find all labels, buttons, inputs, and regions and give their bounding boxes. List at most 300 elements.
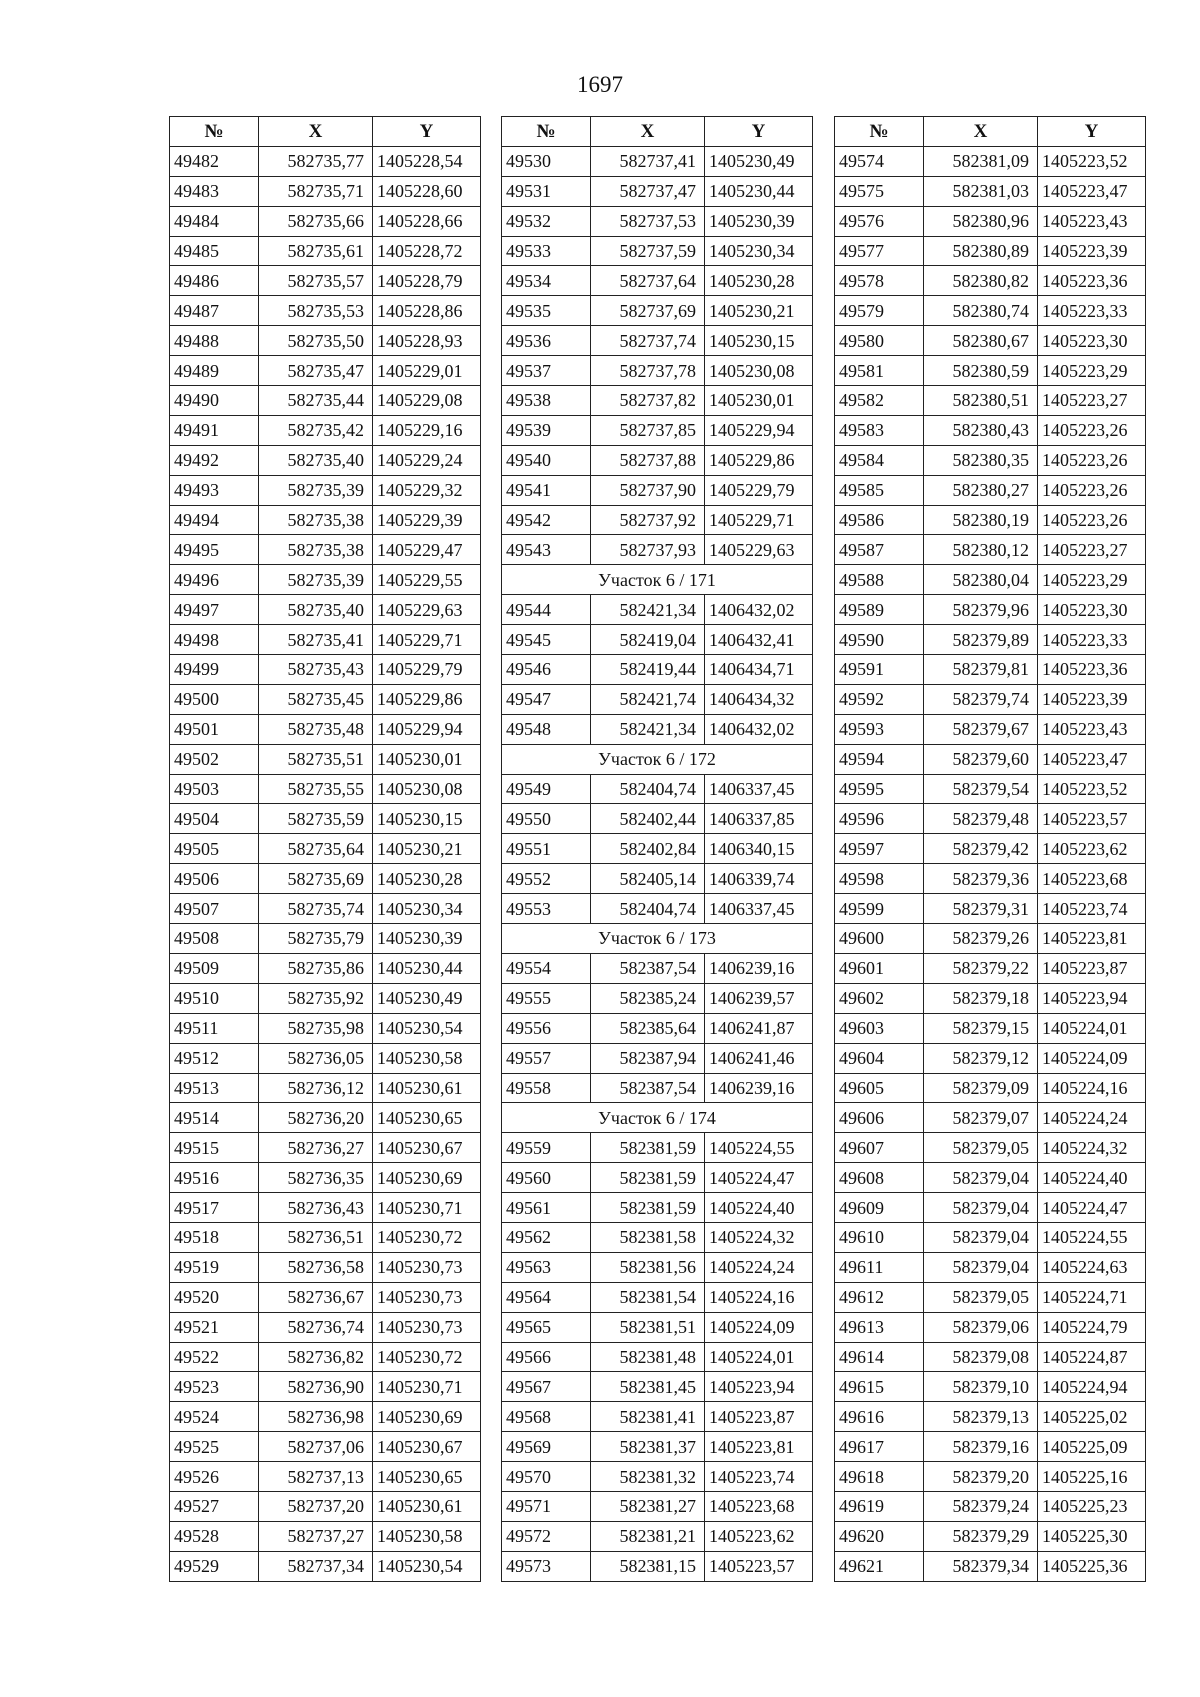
- y-coordinate: 1405229,47: [373, 535, 481, 565]
- section-row: [502, 565, 813, 595]
- y-coordinate: 1405230,61: [373, 1491, 481, 1521]
- table-row: [170, 1103, 481, 1133]
- page-number: 1697: [577, 72, 623, 97]
- y-coordinate: 1405230,08: [373, 774, 481, 804]
- y-coordinate: 1405230,34: [373, 894, 481, 924]
- y-coordinate: 1405230,34: [705, 236, 813, 266]
- y-coordinate: 1405230,58: [373, 1521, 481, 1551]
- y-coordinate: 1405223,39: [1038, 684, 1146, 714]
- table-row: [502, 1402, 813, 1432]
- x-coordinate: 582735,43: [259, 655, 373, 685]
- point-number: 49532: [502, 206, 591, 236]
- x-coordinate: 582380,82: [924, 266, 1038, 296]
- y-coordinate: 1405228,66: [373, 206, 481, 236]
- point-number: 49596: [835, 804, 924, 834]
- point-number: 49497: [170, 595, 259, 625]
- point-number: 49540: [502, 445, 591, 475]
- x-coordinate: 582381,48: [591, 1342, 705, 1372]
- x-coordinate: 582379,04: [924, 1222, 1038, 1252]
- table-row: [835, 176, 1146, 206]
- table-row: [170, 176, 481, 206]
- point-number: 49578: [835, 266, 924, 296]
- table-body: [502, 146, 813, 1581]
- x-coordinate: 582737,88: [591, 445, 705, 475]
- x-coordinate: 582385,24: [591, 983, 705, 1013]
- x-coordinate: 582737,06: [259, 1432, 373, 1462]
- y-coordinate: 1405230,21: [705, 296, 813, 326]
- x-coordinate: 582737,78: [591, 356, 705, 386]
- point-number: 49617: [835, 1432, 924, 1462]
- table-row: [835, 774, 1146, 804]
- point-number: 49511: [170, 1013, 259, 1043]
- x-coordinate: 582736,27: [259, 1133, 373, 1163]
- point-number: 49546: [502, 655, 591, 685]
- point-number: 49589: [835, 595, 924, 625]
- point-number: 49543: [502, 535, 591, 565]
- point-number: 49603: [835, 1013, 924, 1043]
- point-number: 49490: [170, 386, 259, 416]
- x-coordinate: 582380,35: [924, 445, 1038, 475]
- y-coordinate: 1405223,30: [1038, 326, 1146, 356]
- x-coordinate: 582735,40: [259, 445, 373, 475]
- y-coordinate: 1406241,46: [705, 1043, 813, 1073]
- table-row: [835, 1103, 1146, 1133]
- table-row: [835, 684, 1146, 714]
- table-row: [170, 894, 481, 924]
- y-coordinate: 1405230,61: [373, 1073, 481, 1103]
- x-coordinate: 582381,58: [591, 1222, 705, 1252]
- point-number: 49566: [502, 1342, 591, 1372]
- table-row: [170, 1551, 481, 1581]
- x-coordinate: 582737,82: [591, 386, 705, 416]
- y-coordinate: 1405224,24: [705, 1252, 813, 1282]
- y-coordinate: 1405230,39: [373, 924, 481, 954]
- y-coordinate: 1406239,16: [705, 953, 813, 983]
- point-number: 49572: [502, 1521, 591, 1551]
- table-row: [835, 475, 1146, 505]
- point-number: 49554: [502, 953, 591, 983]
- table-header-row: [835, 117, 1146, 147]
- point-number: 49493: [170, 475, 259, 505]
- table-row: [835, 1491, 1146, 1521]
- point-number: 49545: [502, 625, 591, 655]
- y-coordinate: 1405225,02: [1038, 1402, 1146, 1432]
- y-coordinate: 1405230,73: [373, 1252, 481, 1282]
- y-coordinate: 1405230,08: [705, 356, 813, 386]
- x-coordinate: 582737,92: [591, 505, 705, 535]
- x-coordinate: 582379,42: [924, 834, 1038, 864]
- point-number: 49523: [170, 1372, 259, 1402]
- table-row: [170, 864, 481, 894]
- x-coordinate: 582379,24: [924, 1491, 1038, 1521]
- point-number: 49587: [835, 535, 924, 565]
- table-row: [835, 1222, 1146, 1252]
- table-row: [170, 1462, 481, 1492]
- header-num: №: [502, 117, 591, 147]
- table-row: [170, 625, 481, 655]
- x-coordinate: 582736,51: [259, 1222, 373, 1252]
- table-row: [170, 1402, 481, 1432]
- table-row: [502, 774, 813, 804]
- table-row: [835, 236, 1146, 266]
- x-coordinate: 582381,21: [591, 1521, 705, 1551]
- y-coordinate: 1405230,44: [373, 953, 481, 983]
- y-coordinate: 1405229,86: [705, 445, 813, 475]
- y-coordinate: 1405230,39: [705, 206, 813, 236]
- point-number: 49553: [502, 894, 591, 924]
- table-row: [502, 146, 813, 176]
- x-coordinate: 582379,67: [924, 714, 1038, 744]
- table-row: [502, 894, 813, 924]
- table-row: [170, 1491, 481, 1521]
- x-coordinate: 582735,39: [259, 565, 373, 595]
- point-number: 49517: [170, 1193, 259, 1223]
- table-row: [835, 326, 1146, 356]
- x-coordinate: 582402,84: [591, 834, 705, 864]
- x-coordinate: 582736,98: [259, 1402, 373, 1432]
- x-coordinate: 582736,58: [259, 1252, 373, 1282]
- y-coordinate: 1405230,65: [373, 1462, 481, 1492]
- point-number: 49605: [835, 1073, 924, 1103]
- y-coordinate: 1406239,16: [705, 1073, 813, 1103]
- x-coordinate: 582381,54: [591, 1282, 705, 1312]
- point-number: 49501: [170, 714, 259, 744]
- point-number: 49547: [502, 684, 591, 714]
- x-coordinate: 582735,61: [259, 236, 373, 266]
- point-number: 49509: [170, 953, 259, 983]
- y-coordinate: 1405228,54: [373, 146, 481, 176]
- y-coordinate: 1405229,63: [373, 595, 481, 625]
- x-coordinate: 582735,92: [259, 983, 373, 1013]
- x-coordinate: 582381,59: [591, 1133, 705, 1163]
- table-row: [502, 1282, 813, 1312]
- x-coordinate: 582379,05: [924, 1282, 1038, 1312]
- table-row: [170, 296, 481, 326]
- table-row: [170, 834, 481, 864]
- x-coordinate: 582735,74: [259, 894, 373, 924]
- table-row: [502, 475, 813, 505]
- x-coordinate: 582404,74: [591, 774, 705, 804]
- table-row: [835, 535, 1146, 565]
- table-row: [170, 924, 481, 954]
- point-number: 49483: [170, 176, 259, 206]
- x-coordinate: 582735,69: [259, 864, 373, 894]
- point-number: 49485: [170, 236, 259, 266]
- coordinates-table-2: [501, 116, 813, 1582]
- table-row: [502, 714, 813, 744]
- point-number: 49621: [835, 1551, 924, 1581]
- y-coordinate: 1405223,47: [1038, 176, 1146, 206]
- section-row: [502, 924, 813, 954]
- point-number: 49570: [502, 1462, 591, 1492]
- y-coordinate: 1405223,57: [1038, 804, 1146, 834]
- point-number: 49539: [502, 415, 591, 445]
- x-coordinate: 582735,47: [259, 356, 373, 386]
- table-row: [170, 146, 481, 176]
- header-y: Y: [373, 117, 481, 147]
- point-number: 49536: [502, 326, 591, 356]
- x-coordinate: 582387,94: [591, 1043, 705, 1073]
- y-coordinate: 1405230,72: [373, 1222, 481, 1252]
- y-coordinate: 1405230,54: [373, 1551, 481, 1581]
- y-coordinate: 1405224,16: [1038, 1073, 1146, 1103]
- table-row: [835, 1163, 1146, 1193]
- table-row: [835, 1372, 1146, 1402]
- x-coordinate: 582379,29: [924, 1521, 1038, 1551]
- table-row: [170, 1013, 481, 1043]
- x-coordinate: 582421,34: [591, 595, 705, 625]
- point-number: 49502: [170, 744, 259, 774]
- x-coordinate: 582380,74: [924, 296, 1038, 326]
- table-row: [170, 1312, 481, 1342]
- header-y: Y: [1038, 117, 1146, 147]
- y-coordinate: 1405224,94: [1038, 1372, 1146, 1402]
- y-coordinate: 1405229,94: [373, 714, 481, 744]
- point-number: 49515: [170, 1133, 259, 1163]
- point-number: 49565: [502, 1312, 591, 1342]
- point-number: 49498: [170, 625, 259, 655]
- x-coordinate: 582737,90: [591, 475, 705, 505]
- y-coordinate: 1405229,94: [705, 415, 813, 445]
- table-row: [170, 1193, 481, 1223]
- table-row: [835, 804, 1146, 834]
- table-row: [502, 1013, 813, 1043]
- point-number: 49552: [502, 864, 591, 894]
- point-number: 49563: [502, 1252, 591, 1282]
- y-coordinate: 1406239,57: [705, 983, 813, 1013]
- y-coordinate: 1405223,74: [705, 1462, 813, 1492]
- y-coordinate: 1405223,74: [1038, 894, 1146, 924]
- table-row: [502, 1462, 813, 1492]
- x-coordinate: 582379,15: [924, 1013, 1038, 1043]
- x-coordinate: 582736,12: [259, 1073, 373, 1103]
- x-coordinate: 582735,86: [259, 953, 373, 983]
- table-row: [835, 356, 1146, 386]
- point-number: 49586: [835, 505, 924, 535]
- x-coordinate: 582381,51: [591, 1312, 705, 1342]
- table-row: [170, 953, 481, 983]
- table-row: [170, 415, 481, 445]
- table-row: [835, 744, 1146, 774]
- point-number: 49533: [502, 236, 591, 266]
- x-coordinate: 582735,57: [259, 266, 373, 296]
- table-row: [170, 1521, 481, 1551]
- x-coordinate: 582379,48: [924, 804, 1038, 834]
- x-coordinate: 582735,98: [259, 1013, 373, 1043]
- y-coordinate: 1405230,72: [373, 1342, 481, 1372]
- table-row: [170, 505, 481, 535]
- table-row: [835, 1432, 1146, 1462]
- point-number: 49575: [835, 176, 924, 206]
- y-coordinate: 1405224,24: [1038, 1103, 1146, 1133]
- table-row: [835, 1073, 1146, 1103]
- table-row: [835, 1133, 1146, 1163]
- table-row: [170, 445, 481, 475]
- y-coordinate: 1405229,39: [373, 505, 481, 535]
- x-coordinate: 582381,27: [591, 1491, 705, 1521]
- y-coordinate: 1405223,68: [705, 1491, 813, 1521]
- point-number: 49616: [835, 1402, 924, 1432]
- x-coordinate: 582735,53: [259, 296, 373, 326]
- point-number: 49529: [170, 1551, 259, 1581]
- point-number: 49607: [835, 1133, 924, 1163]
- table-row: [170, 475, 481, 505]
- x-coordinate: 582735,38: [259, 505, 373, 535]
- x-coordinate: 582736,90: [259, 1372, 373, 1402]
- y-coordinate: 1405223,94: [1038, 983, 1146, 1013]
- table-row: [502, 445, 813, 475]
- header-y: Y: [705, 117, 813, 147]
- point-number: 49611: [835, 1252, 924, 1282]
- table-row: [170, 1372, 481, 1402]
- table-row: [170, 356, 481, 386]
- x-coordinate: 582379,20: [924, 1462, 1038, 1492]
- x-coordinate: 582381,59: [591, 1193, 705, 1223]
- x-coordinate: 582735,51: [259, 744, 373, 774]
- y-coordinate: 1405230,15: [705, 326, 813, 356]
- point-number: 49510: [170, 983, 259, 1013]
- y-coordinate: 1405223,26: [1038, 445, 1146, 475]
- x-coordinate: 582380,27: [924, 475, 1038, 505]
- point-number: 49558: [502, 1073, 591, 1103]
- y-coordinate: 1405223,36: [1038, 655, 1146, 685]
- table-row: [502, 415, 813, 445]
- section-row: [502, 744, 813, 774]
- point-number: 49562: [502, 1222, 591, 1252]
- x-coordinate: 582380,43: [924, 415, 1038, 445]
- table-row: [835, 296, 1146, 326]
- table-row: [170, 1282, 481, 1312]
- table-row: [835, 1402, 1146, 1432]
- x-coordinate: 582379,18: [924, 983, 1038, 1013]
- table-row: [170, 714, 481, 744]
- table-row: [502, 953, 813, 983]
- point-number: 49583: [835, 415, 924, 445]
- table-row: [835, 1013, 1146, 1043]
- x-coordinate: 582380,67: [924, 326, 1038, 356]
- table-row: [170, 386, 481, 416]
- x-coordinate: 582737,64: [591, 266, 705, 296]
- x-coordinate: 582379,22: [924, 953, 1038, 983]
- point-number: 49594: [835, 744, 924, 774]
- y-coordinate: 1405229,79: [373, 655, 481, 685]
- table-row: [502, 864, 813, 894]
- table-row: [835, 864, 1146, 894]
- x-coordinate: 582735,66: [259, 206, 373, 236]
- table-row: [502, 535, 813, 565]
- point-number: 49500: [170, 684, 259, 714]
- table-row: [502, 1372, 813, 1402]
- y-coordinate: 1405229,86: [373, 684, 481, 714]
- y-coordinate: 1406339,74: [705, 864, 813, 894]
- table-row: [170, 744, 481, 774]
- y-coordinate: 1405225,09: [1038, 1432, 1146, 1462]
- point-number: 49579: [835, 296, 924, 326]
- y-coordinate: 1405230,01: [373, 744, 481, 774]
- point-number: 49520: [170, 1282, 259, 1312]
- x-coordinate: 582735,44: [259, 386, 373, 416]
- y-coordinate: 1406241,87: [705, 1013, 813, 1043]
- point-number: 49514: [170, 1103, 259, 1133]
- table-row: [502, 1133, 813, 1163]
- point-number: 49522: [170, 1342, 259, 1372]
- point-number: 49615: [835, 1372, 924, 1402]
- y-coordinate: 1405224,16: [705, 1282, 813, 1312]
- table-row: [835, 206, 1146, 236]
- x-coordinate: 582737,20: [259, 1491, 373, 1521]
- table-row: [835, 595, 1146, 625]
- x-coordinate: 582380,12: [924, 535, 1038, 565]
- point-number: 49574: [835, 146, 924, 176]
- x-coordinate: 582379,09: [924, 1073, 1038, 1103]
- x-coordinate: 582379,04: [924, 1163, 1038, 1193]
- y-coordinate: 1405224,09: [705, 1312, 813, 1342]
- table-row: [835, 266, 1146, 296]
- table-row: [835, 714, 1146, 744]
- x-coordinate: 582379,10: [924, 1372, 1038, 1402]
- point-number: 49495: [170, 535, 259, 565]
- table-row: [502, 1521, 813, 1551]
- point-number: 49599: [835, 894, 924, 924]
- table-row: [835, 505, 1146, 535]
- x-coordinate: 582735,42: [259, 415, 373, 445]
- table-row: [502, 1491, 813, 1521]
- point-number: 49557: [502, 1043, 591, 1073]
- section-label: Участок 6 / 171: [502, 565, 813, 595]
- point-number: 49568: [502, 1402, 591, 1432]
- x-coordinate: 582737,53: [591, 206, 705, 236]
- y-coordinate: 1405223,94: [705, 1372, 813, 1402]
- table-row: [835, 834, 1146, 864]
- x-coordinate: 582387,54: [591, 953, 705, 983]
- x-coordinate: 582379,54: [924, 774, 1038, 804]
- table-row: [502, 1073, 813, 1103]
- point-number: 49561: [502, 1193, 591, 1223]
- table-row: [835, 1043, 1146, 1073]
- x-coordinate: 582735,59: [259, 804, 373, 834]
- x-coordinate: 582737,13: [259, 1462, 373, 1492]
- y-coordinate: 1405230,69: [373, 1402, 481, 1432]
- x-coordinate: 582421,34: [591, 714, 705, 744]
- y-coordinate: 1405230,67: [373, 1133, 481, 1163]
- y-coordinate: 1405229,71: [705, 505, 813, 535]
- x-coordinate: 582735,39: [259, 475, 373, 505]
- y-coordinate: 1405228,93: [373, 326, 481, 356]
- x-coordinate: 582736,82: [259, 1342, 373, 1372]
- table-row: [835, 625, 1146, 655]
- y-coordinate: 1405224,40: [1038, 1163, 1146, 1193]
- point-number: 49560: [502, 1163, 591, 1193]
- y-coordinate: 1405230,58: [373, 1043, 481, 1073]
- x-coordinate: 582380,59: [924, 356, 1038, 386]
- section-label: Участок 6 / 173: [502, 924, 813, 954]
- table-row: [835, 1462, 1146, 1492]
- y-coordinate: 1405223,57: [705, 1551, 813, 1581]
- point-number: 49538: [502, 386, 591, 416]
- table-row: [170, 655, 481, 685]
- x-coordinate: 582379,34: [924, 1551, 1038, 1581]
- point-number: 49591: [835, 655, 924, 685]
- x-coordinate: 582736,05: [259, 1043, 373, 1073]
- y-coordinate: 1405223,68: [1038, 864, 1146, 894]
- table-row: [835, 894, 1146, 924]
- point-number: 49487: [170, 296, 259, 326]
- y-coordinate: 1406432,02: [705, 714, 813, 744]
- point-number: 49592: [835, 684, 924, 714]
- table-row: [170, 206, 481, 236]
- section-label: Участок 6 / 174: [502, 1103, 813, 1133]
- table-row: [835, 1193, 1146, 1223]
